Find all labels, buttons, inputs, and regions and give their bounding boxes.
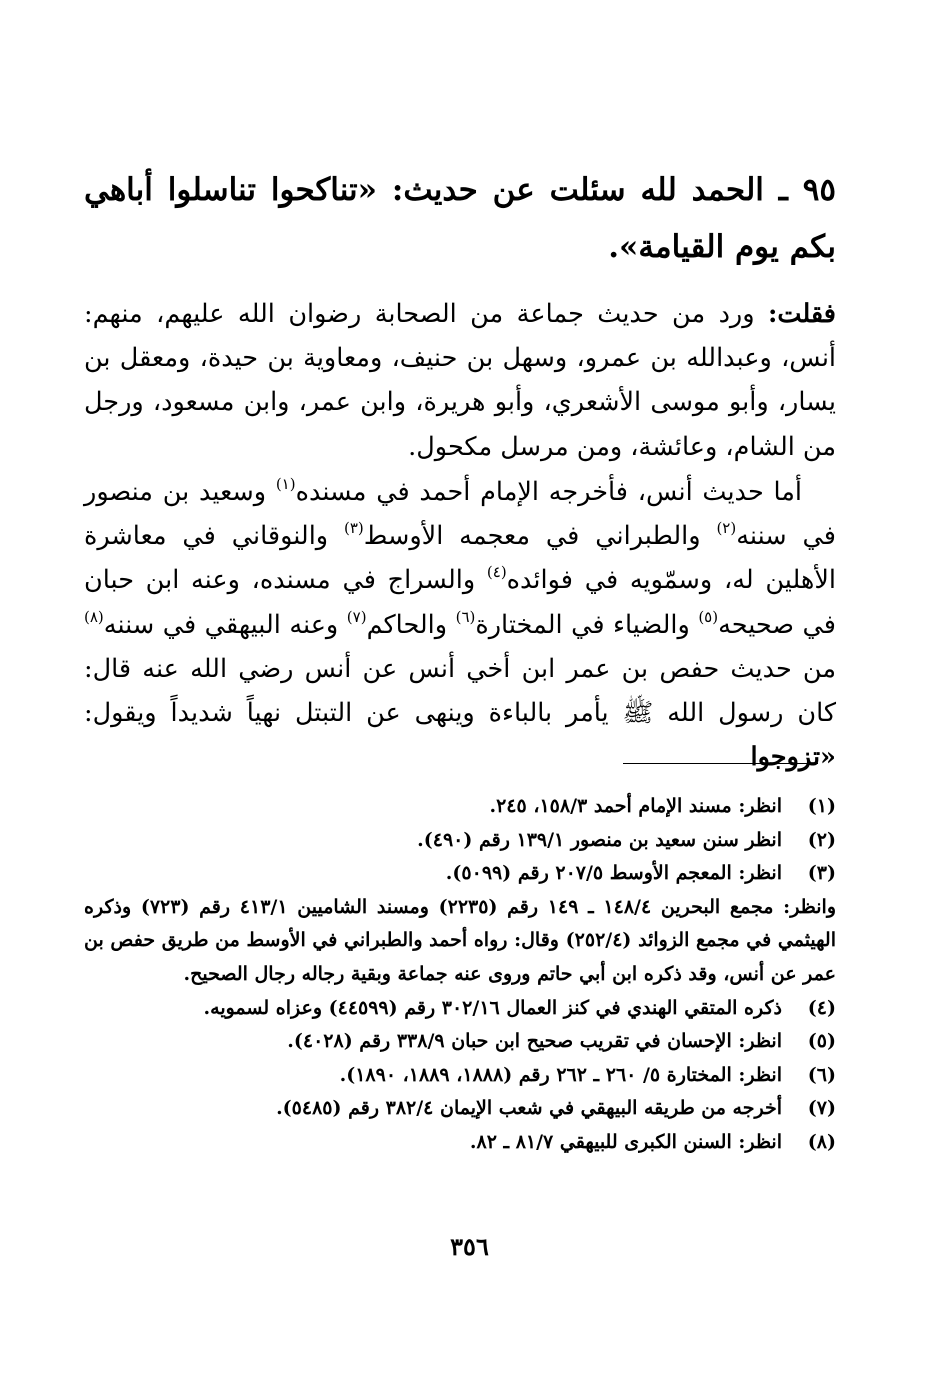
paragraph-text: أما حديث أنس، فأخرجه الإمام أحمد في مسنده — [295, 477, 802, 507]
footnote-text: انظر سنن سعيد بن منصور ١٣٩/١ رقم (٤٩٠). — [417, 828, 782, 851]
footnote-item-8 — [84, 1126, 836, 1160]
footnote-ref-5[interactable]: (٥) — [698, 607, 719, 626]
footnote-item-5 — [84, 1025, 836, 1059]
footnote-ref-1[interactable]: (١) — [275, 475, 296, 493]
footnote-number: (٢) — [807, 828, 836, 851]
paragraph-intro-text: ورد من حديث جماعة من الصحابة رضوان الله عليهم، منهم: أنس، وعبدالله بن عمرو، وسهل بن حنيف، ومعاوية بن حيدة، ومعقل بن يسار، وأبو موسى الأشعري، وأبو هريرة، وابن عمر، وابن مسعود، ورجل من الشام، وعائشة، ومن مرسل مكحول. — [84, 299, 836, 462]
page-number: ٣٥٦ — [450, 1232, 489, 1261]
footnote-item-4 — [84, 992, 836, 1026]
quote-start: «تزوجوا — [750, 742, 836, 773]
footnote-number: (١) — [807, 795, 836, 817]
paragraph-text: والحاكم — [366, 609, 456, 640]
footnote-number: (٦) — [807, 1063, 836, 1086]
footnote-text: انظر: السنن الكبرى للبيهقي ٨١/٧ ـ ٨٢. — [469, 1130, 782, 1153]
footnote-number: (٧) — [807, 1097, 836, 1120]
footnote-item-2 — [84, 824, 836, 858]
paragraph-lead-word: فقلت: — [768, 299, 836, 329]
footnote-ref-7[interactable]: (٧) — [346, 607, 367, 626]
footnote-number: (٤) — [807, 996, 836, 1019]
footnote-number: (٨) — [807, 1130, 836, 1153]
paragraph-intro — [84, 292, 836, 469]
footnote-item-6 — [84, 1059, 836, 1093]
paragraph-text: والضياء في المختارة — [475, 609, 699, 640]
footnote-separator — [623, 763, 818, 764]
footnote-item-3 — [84, 857, 836, 891]
footnote-text: انظر: المختارة ٥/ ٢٦٠ ـ ٢٦٢ رقم (١٨٨٨، ١٨٨٩، ١٨٩٠). — [339, 1063, 782, 1086]
paragraph-text: والسراج في مسنده، وعنه ابن حبان في صحيحه — [84, 565, 836, 640]
section-heading: ٩٥ ـ الحمد لله سئلت عن حديث: «تناكحوا تناسلوا أباهي بكم يوم القيامة». — [84, 172, 836, 265]
footnote-ref-6[interactable]: (٦) — [455, 607, 476, 626]
footnote-ref-3[interactable]: (٣) — [344, 519, 364, 538]
paragraph-text: من حديث حفص بن عمر ابن أخي أنس عن أنس رضي الله عنه قال: كان رسول الله ﷺ يأمر بالباءة وينهى عن التبتل نهياً شديداً ويقول: — [84, 653, 836, 729]
footnote-text: انظر: مسند الإمام أحمد ١٥٨/٣، ٢٤٥. — [489, 795, 782, 817]
paragraph-text: والطبراني في معجمه الأوسط — [363, 521, 717, 552]
footnote-ref-2[interactable]: (٢) — [716, 519, 737, 538]
paragraph-text: والنوقاني في معاشرة الأهلين له، وسمّويه في فوائده — [84, 521, 836, 596]
footnote-3-continuation: وانظر: مجمع البحرين ١٤٨/٤ ـ ١٤٩ رقم (٢٢٣٥) ومسند الشاميين ٤١٣/١ رقم (٧٢٣) وذكره الهيثمي في مجمع الزوائد (٢٥٢/٤) وقال: رواه أحمد والطبراني في الأوسط من طريق حفص بن عمر عن أنس، وقد ذكره ابن أبي حاتم وروى عنه جماعة وبقية رجاله رجال الصحيح. — [84, 895, 837, 985]
footnote-text: ذكره المتقي الهندي في كنز العمال ٣٠٢/١٦ رقم (٤٤٥٩٩) وعزاه لسمويه. — [203, 996, 782, 1019]
footnote-item-7 — [84, 1092, 836, 1126]
paragraph-text: وسعيد بن منصور في سننه — [84, 477, 836, 552]
footnote-item-1 — [84, 790, 836, 824]
footnote-ref-4[interactable]: (٤) — [486, 563, 507, 582]
footnote-text: انظر: الإحسان في تقريب صحيح ابن حبان ٣٣٨/٩ رقم (٤٠٢٨). — [287, 1030, 782, 1053]
footnote-text: انظر: المعجم الأوسط ٢٠٧/٥ رقم (٥٠٩٩). — [445, 862, 782, 885]
footnote-text: أخرجه من طريقه البيهقي في شعب الإيمان ٣٨٢/٤ رقم (٥٤٨٥). — [276, 1097, 782, 1120]
footnote-number: (٣) — [807, 862, 836, 885]
footnotes-list — [84, 790, 836, 1160]
footnote-number: (٥) — [807, 1030, 836, 1053]
paragraph-anas-hadith — [84, 470, 836, 779]
paragraph-text: وعنه البيهقي في سننه — [103, 609, 347, 640]
footnote-ref-8[interactable]: (٨) — [84, 607, 104, 626]
